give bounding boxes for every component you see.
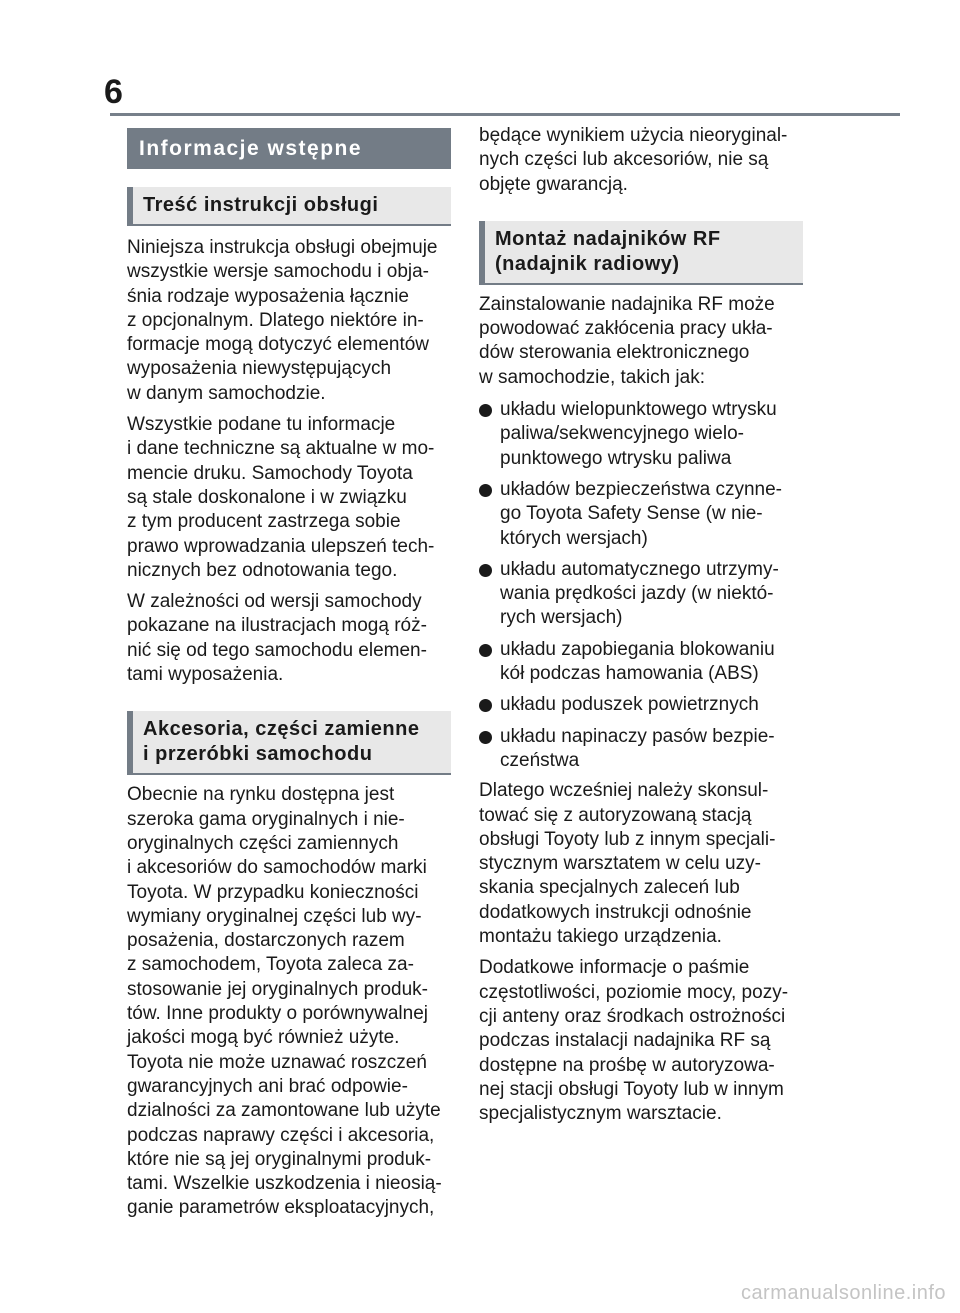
text-line: nić się od tego samochodu elemen- — [127, 639, 427, 661]
text-line: układu zapobiegania blokowaniu — [500, 638, 775, 660]
paragraph — [479, 124, 803, 197]
text-line: są stale doskonalone i w związku — [127, 486, 407, 508]
text-line: wyposażenia niewystępujących — [127, 358, 392, 380]
section-header-rf-transmitters — [479, 221, 803, 285]
text-line: Niniejsza instrukcja obsługi obejmuje — [127, 237, 438, 258]
left-column — [127, 126, 451, 1221]
list-item — [479, 478, 803, 551]
text-line: prawo wprowadzania ulepszeń tech- — [127, 535, 435, 557]
bullet-icon — [479, 564, 492, 577]
text-line: będące wynikiem użycia nieoryginal- — [479, 125, 788, 146]
text-line: układu napinaczy pasów bezpie- — [500, 725, 775, 747]
section-header-line: Montaż nadajników RF — [495, 227, 721, 250]
paragraph — [479, 779, 803, 949]
text-line: dostępne na prośbę w autoryzowa- — [479, 1054, 775, 1076]
text-line: w danym samochodzie. — [127, 382, 326, 404]
text-line: posażenia, dostarczonych razem — [127, 930, 405, 952]
list-item — [479, 693, 803, 717]
text-line: pokazane na ilustracjach mogą róż- — [127, 615, 427, 637]
text-line: wymiany oryginalnej części lub wy- — [127, 905, 422, 927]
text-line: z samochodem, Toyota zaleca za- — [127, 954, 414, 976]
text-line: układu poduszek powietrznych — [500, 694, 759, 716]
text-line: Toyota nie może uznawać roszczeń — [127, 1051, 427, 1073]
text-line: montażu takiego urządzenia. — [479, 926, 722, 948]
text-line: jakości mogą być również użyte. — [127, 1027, 400, 1049]
text-line: i dane techniczne są aktualne w mo- — [127, 438, 435, 460]
text-line: obsługi Toyoty lub z innym specjali- — [479, 828, 776, 850]
text-line: z opcjonalnym. Dlatego niektóre in- — [127, 309, 424, 331]
text-line: objęte gwarancją. — [479, 173, 628, 195]
page-number: 6 — [104, 73, 123, 111]
text-line: tować się z autoryzowaną stacją — [479, 804, 752, 826]
bullet-icon — [479, 404, 492, 417]
text-line: Zainstalowanie nadajnika RF może — [479, 293, 775, 315]
text-line: szeroka gama oryginalnych i nie- — [127, 808, 405, 830]
text-line: specjalistycznym warsztacie. — [479, 1103, 722, 1125]
text-line: skania specjalnych zaleceń lub — [479, 877, 740, 899]
paragraph — [127, 783, 451, 1220]
paragraph — [479, 956, 803, 1126]
section-header-manual-content — [127, 187, 451, 226]
text-line: formacje mogą dotyczyć elementów — [127, 334, 430, 356]
text-line: Dlatego wcześniej należy skonsul- — [479, 780, 769, 802]
text-line: układu automatycznego utrzymy- — [500, 558, 779, 580]
text-line: w samochodzie, takich jak: — [479, 366, 705, 388]
bullet-icon — [479, 699, 492, 712]
section-header-line: Akcesoria, części zamienne — [143, 718, 420, 741]
text-line: tów. Inne produkty o porównywalnej — [127, 1003, 429, 1025]
list-item — [479, 638, 803, 687]
text-line: powodować zakłócenia pracy ukła- — [479, 318, 773, 340]
section-header-line: (nadajnik radiowy) — [495, 252, 680, 275]
list-item — [479, 398, 803, 471]
text-line: W zależności od wersji samochody — [127, 591, 422, 613]
paragraph — [127, 236, 451, 406]
text-line: dów sterowania elektronicznego — [479, 342, 750, 364]
text-line: nicznych bez odnotowania tego. — [127, 559, 398, 581]
text-line: częstotliwości, poziomie mocy, pozy- — [479, 981, 789, 1003]
text-line: tami wyposażenia. — [127, 664, 284, 686]
text-line: śnia rodzaje wyposażenia łącznie — [127, 285, 409, 307]
bullet-icon — [479, 644, 492, 657]
text-line: których wersjach) — [500, 527, 648, 549]
text-line: tami. Wszelkie uszkodzenia i nieosią- — [127, 1173, 442, 1195]
text-line: Obecnie na rynku dostępna jest — [127, 784, 395, 806]
paragraph — [479, 293, 803, 390]
text-line: stycznym warsztatem w celu uzy- — [479, 853, 761, 875]
text-line: mencie druku. Samochody Toyota — [127, 462, 413, 484]
text-line: paliwa/sekwencyjnego wielo- — [500, 423, 744, 445]
list-item — [479, 725, 803, 774]
bullet-icon — [479, 731, 492, 744]
text-line: dzialności za zamontowane lub użyte — [127, 1100, 441, 1122]
list-item — [479, 558, 803, 631]
section-header-accessories — [127, 711, 451, 775]
text-line: Dodatkowe informacje o paśmie — [479, 957, 750, 979]
text-line: z tym producent zastrzega sobie — [127, 511, 401, 533]
text-line: punktowego wtrysku paliwa — [500, 447, 732, 469]
text-line: gwarancyjnych ani brać odpowie- — [127, 1075, 408, 1097]
top-divider — [110, 113, 900, 116]
watermark: carmanualsonline.info — [740, 1282, 946, 1304]
text-line: nych części lub akcesoriów, nie są — [479, 149, 769, 171]
text-line: podczas instalacji nadajnika RF są — [479, 1030, 771, 1052]
text-line: Toyota. W przypadku konieczności — [127, 881, 419, 903]
text-line: które nie są jej oryginalnymi produk- — [127, 1148, 432, 1170]
text-line: Wszystkie podane tu informacje — [127, 414, 396, 436]
text-line: ganie parametrów eksploatacyjnych, — [127, 1197, 435, 1219]
text-line: podczas naprawy części i akcesoria, — [127, 1124, 435, 1146]
text-line: oryginalnych części zamiennych — [127, 832, 399, 854]
text-line: dodatkowych instrukcji odnośnie — [479, 901, 752, 923]
text-line: cji anteny oraz środkach ostrożności — [479, 1005, 786, 1027]
text-line: układu wielopunktowego wtrysku — [500, 399, 777, 421]
right-column — [479, 124, 803, 1126]
text-line: wszystkie wersje samochodu i obja- — [127, 261, 430, 283]
text-line: nej stacji obsługi Toyoty lub w innym — [479, 1078, 784, 1100]
text-line: czeństwa — [500, 749, 580, 771]
paragraph — [127, 590, 451, 687]
text-line: stosowanie jej oryginalnych produk- — [127, 978, 428, 1000]
text-line: układów bezpieczeństwa czynne- — [500, 478, 782, 500]
text-line: i akcesoriów do samochodów marki — [127, 857, 427, 879]
text-line: rych wersjach) — [500, 607, 623, 629]
text-line: wania prędkości jazdy (w niektó- — [500, 583, 774, 605]
paragraph — [127, 413, 451, 583]
main-header: Informacje wstępne — [127, 128, 451, 169]
section-header-line: i przeróbki samochodu — [143, 743, 373, 766]
text-line: go Toyota Safety Sense (w nie- — [500, 503, 763, 525]
text-line: kół podczas hamowania (ABS) — [500, 663, 759, 685]
section-header-line: Treść instrukcji obsługi — [143, 194, 379, 216]
bullet-icon — [479, 484, 492, 497]
